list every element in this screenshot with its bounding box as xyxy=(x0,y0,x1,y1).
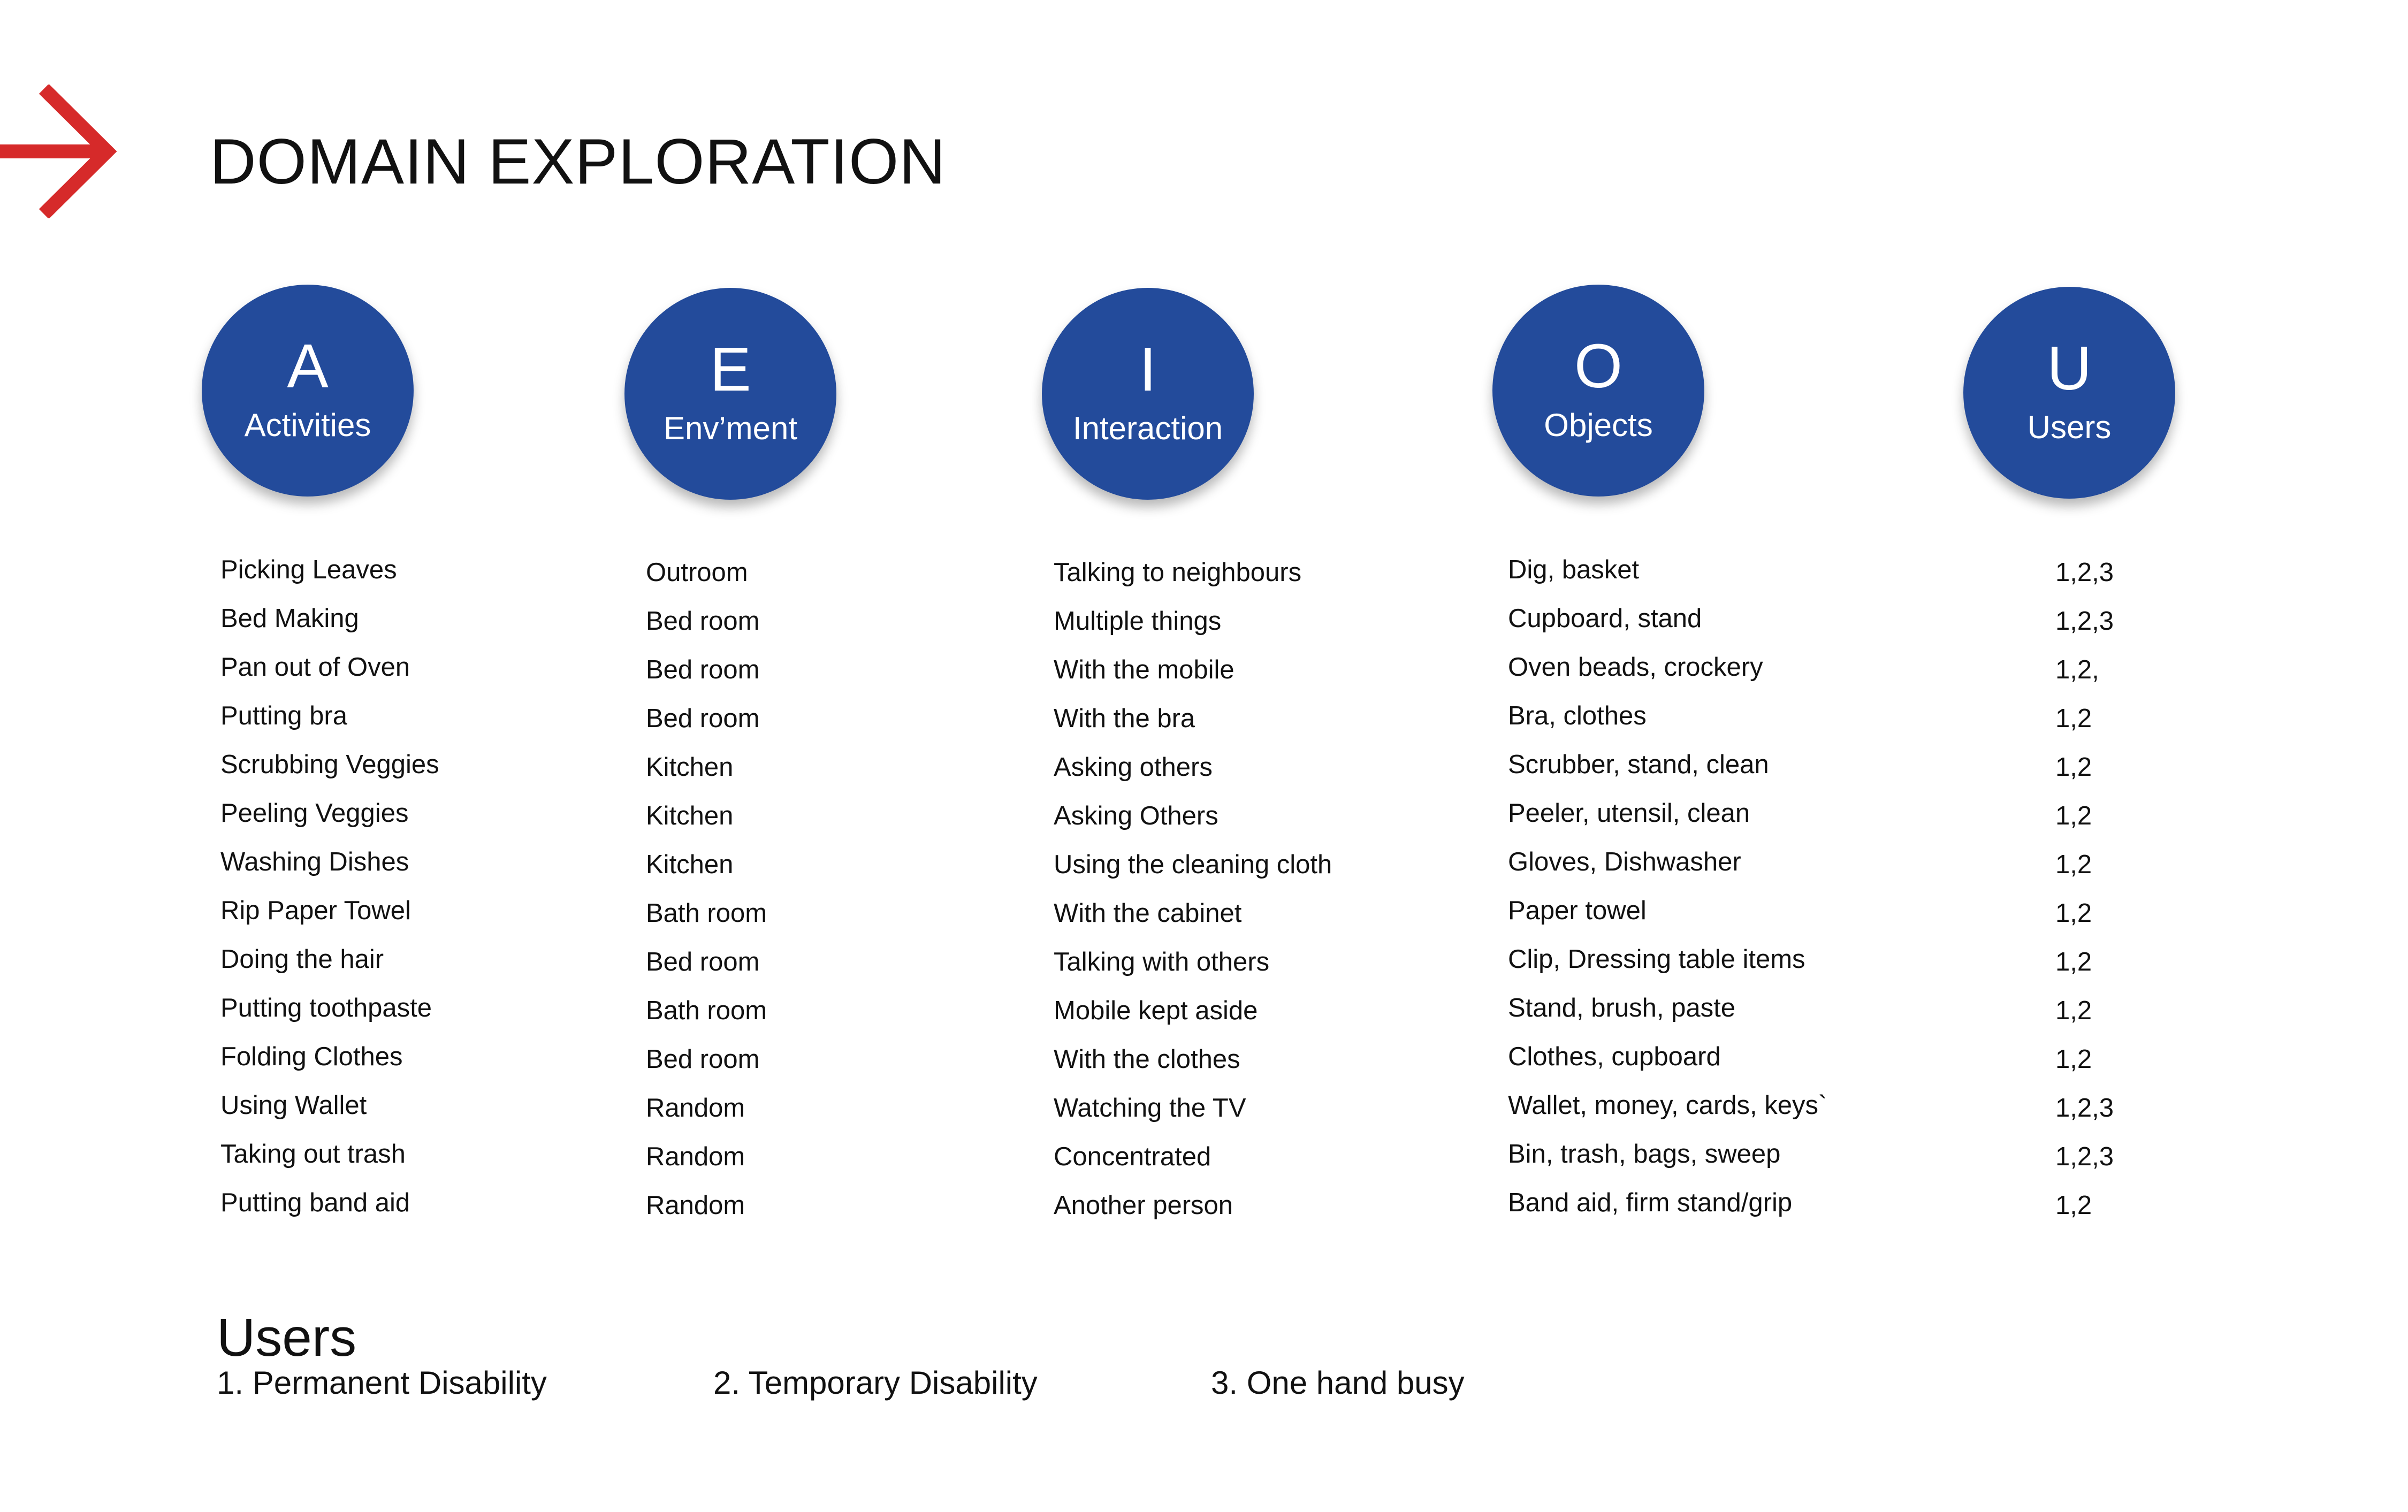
list-item: Asking others xyxy=(1054,753,1213,782)
list-item: Pan out of Oven xyxy=(220,653,410,682)
list-item: Gloves, Dishwasher xyxy=(1508,847,1741,876)
list-item: Bath room xyxy=(646,899,767,928)
list-item: 1,2 xyxy=(2055,1191,2092,1220)
category-label: Objects xyxy=(1544,407,1653,443)
list-item: Random xyxy=(646,1142,745,1171)
users-legend-item: 3. One hand busy xyxy=(1211,1365,1465,1401)
list-item: 1,2,3 xyxy=(2055,607,2114,636)
category-circle-interaction xyxy=(1042,288,1254,500)
list-item: Talking with others xyxy=(1054,948,1270,976)
list-item: Scrubber, stand, clean xyxy=(1508,750,1769,779)
list-item: With the mobile xyxy=(1054,655,1235,684)
list-item: Putting bra xyxy=(220,701,347,730)
list-item: Band aid, firm stand/grip xyxy=(1508,1188,1793,1217)
list-item: 1,2 xyxy=(2055,753,2092,782)
category-letter: U xyxy=(2047,333,2092,403)
list-item: With the cabinet xyxy=(1054,899,1242,928)
list-item: Paper towel xyxy=(1508,896,1647,925)
list-item: Doing the hair xyxy=(220,945,384,974)
users-list xyxy=(2055,548,2114,1230)
category-circle-objects xyxy=(1492,285,1704,497)
list-item: Folding Clothes xyxy=(220,1042,403,1071)
page-title: DOMAIN EXPLORATION xyxy=(210,126,946,197)
list-item: Watching the TV xyxy=(1054,1094,1246,1122)
list-item: Picking Leaves xyxy=(220,555,397,584)
list-item: Kitchen xyxy=(646,850,734,879)
list-item: Bin, trash, bags, sweep xyxy=(1508,1140,1781,1169)
list-item: Kitchen xyxy=(646,753,734,782)
category-letter: I xyxy=(1139,334,1157,404)
list-item: Asking Others xyxy=(1054,801,1218,830)
list-item: Putting toothpaste xyxy=(220,994,432,1022)
list-item: Concentrated xyxy=(1054,1142,1211,1171)
environment-list xyxy=(646,548,767,1230)
category-letter: A xyxy=(287,331,329,401)
list-item: Stand, brush, paste xyxy=(1508,994,1735,1022)
list-item: Peeler, utensil, clean xyxy=(1508,799,1750,828)
users-legend-item: 2. Temporary Disability xyxy=(713,1365,1038,1401)
list-item: Bed room xyxy=(646,607,760,636)
interaction-list xyxy=(1054,548,1332,1230)
list-item: Another person xyxy=(1054,1191,1233,1220)
right-arrow-icon xyxy=(0,85,123,218)
category-label: Activities xyxy=(244,407,371,443)
list-item: 1,2 xyxy=(2055,704,2092,733)
list-item: Using the cleaning cloth xyxy=(1054,850,1332,879)
list-item: Bra, clothes xyxy=(1508,701,1647,730)
list-item: Mobile kept aside xyxy=(1054,996,1258,1025)
list-item: 1,2,3 xyxy=(2055,558,2114,587)
list-item: Wallet, money, cards, keys` xyxy=(1508,1091,1827,1120)
list-item: Cupboard, stand xyxy=(1508,604,1702,633)
list-item: Multiple things xyxy=(1054,607,1222,636)
list-item: 1,2,3 xyxy=(2055,1094,2114,1122)
category-label: Env’ment xyxy=(663,410,798,446)
list-item: Bed Making xyxy=(220,604,359,633)
list-item: Bed room xyxy=(646,655,760,684)
list-item: Using Wallet xyxy=(220,1091,367,1120)
category-letter: E xyxy=(710,334,751,404)
list-item: 1,2 xyxy=(2055,899,2092,928)
list-item: Scrubbing Veggies xyxy=(220,750,439,779)
list-item: 1,2,3 xyxy=(2055,1142,2114,1171)
list-item: 1,2, xyxy=(2055,655,2099,684)
list-item: Kitchen xyxy=(646,801,734,830)
list-item: 1,2 xyxy=(2055,1045,2092,1074)
list-item: Oven beads, crockery xyxy=(1508,653,1763,682)
category-circle-environment xyxy=(624,288,836,500)
list-item: 1,2 xyxy=(2055,948,2092,976)
list-item: Taking out trash xyxy=(220,1140,406,1169)
category-circle-users xyxy=(1963,287,2175,499)
list-item: Bed room xyxy=(646,1045,760,1074)
objects-list xyxy=(1508,546,1827,1227)
list-item: With the clothes xyxy=(1054,1045,1240,1074)
list-item: Clothes, cupboard xyxy=(1508,1042,1721,1071)
list-item: Talking to neighbours xyxy=(1054,558,1302,587)
list-item: Putting band aid xyxy=(220,1188,410,1217)
list-item: Random xyxy=(646,1094,745,1122)
list-item: 1,2 xyxy=(2055,996,2092,1025)
list-item: Bed room xyxy=(646,704,760,733)
list-item: Bed room xyxy=(646,948,760,976)
list-item: Outroom xyxy=(646,558,748,587)
list-item: Dig, basket xyxy=(1508,555,1640,584)
users-legend-item: 1. Permanent Disability xyxy=(217,1365,547,1401)
category-label: Interaction xyxy=(1072,410,1223,446)
list-item: Bath room xyxy=(646,996,767,1025)
list-item: Washing Dishes xyxy=(220,847,409,876)
activities-list xyxy=(220,546,439,1227)
list-item: Random xyxy=(646,1191,745,1220)
category-label: Users xyxy=(2027,409,2112,445)
list-item: Clip, Dressing table items xyxy=(1508,945,1805,974)
list-item: 1,2 xyxy=(2055,850,2092,879)
category-letter: O xyxy=(1574,331,1623,401)
list-item: With the bra xyxy=(1054,704,1195,733)
users-legend-heading: Users xyxy=(217,1308,357,1368)
category-circle-activities xyxy=(202,285,414,497)
list-item: 1,2 xyxy=(2055,801,2092,830)
list-item: Rip Paper Towel xyxy=(220,896,411,925)
list-item: Peeling Veggies xyxy=(220,799,409,828)
